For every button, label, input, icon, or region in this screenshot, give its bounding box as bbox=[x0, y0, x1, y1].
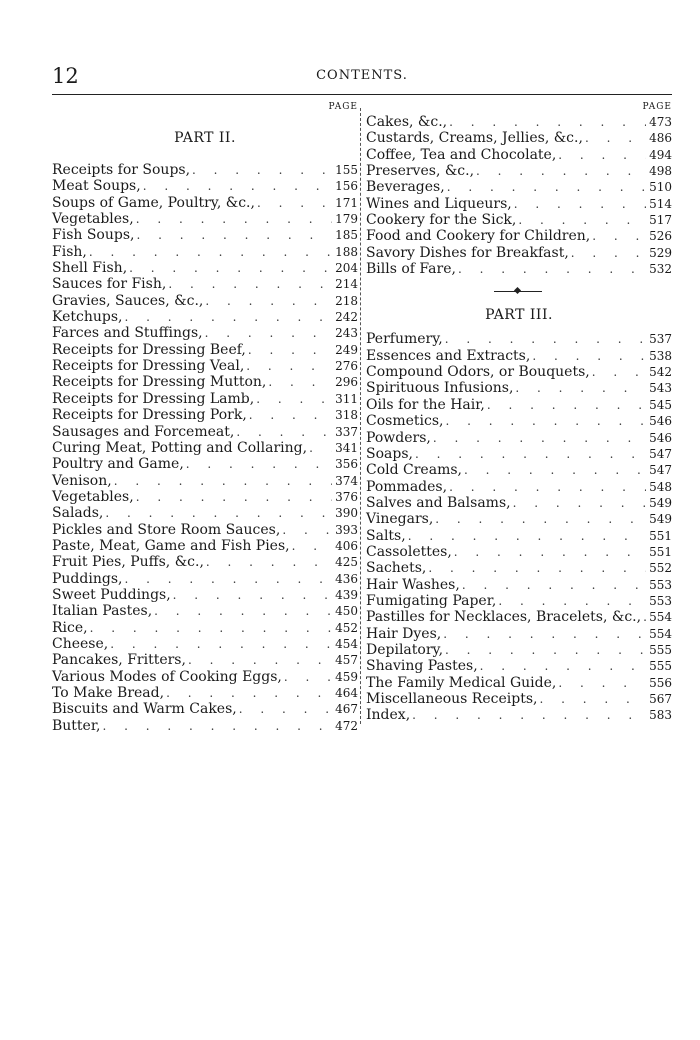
dot-leader bbox=[410, 707, 646, 723]
dot-leader bbox=[134, 227, 332, 243]
entry-title: Compound Odors, or Bouquets, bbox=[366, 364, 590, 381]
entry-page-number: 450 bbox=[335, 604, 358, 619]
dot-leader bbox=[474, 163, 646, 179]
entry-page-number: 276 bbox=[335, 359, 358, 374]
toc-entry bbox=[52, 554, 358, 570]
entry-title: Sachets, bbox=[366, 560, 427, 577]
entry-page-number: 552 bbox=[649, 561, 672, 576]
running-head: CONTENTS. bbox=[316, 68, 408, 83]
entry-title: Essences and Extracts, bbox=[366, 347, 531, 364]
toc-entry bbox=[366, 212, 672, 228]
entry-title: Venison, bbox=[52, 472, 112, 489]
toc-entry bbox=[366, 511, 672, 527]
dot-leader bbox=[413, 446, 646, 462]
dot-leader bbox=[280, 522, 332, 538]
toc-entry bbox=[366, 364, 672, 380]
toc-entry bbox=[52, 276, 358, 292]
toc-entry bbox=[52, 342, 358, 358]
toc-entry bbox=[366, 691, 672, 707]
toc-entry bbox=[52, 244, 358, 260]
dot-leader bbox=[456, 261, 646, 277]
toc-entry bbox=[52, 538, 358, 554]
entry-page-number: 514 bbox=[649, 196, 672, 211]
entry-page-number: 545 bbox=[649, 397, 672, 412]
entry-page-number: 376 bbox=[335, 489, 358, 504]
dot-leader bbox=[122, 309, 332, 325]
entry-page-number: 155 bbox=[335, 163, 358, 177]
entry-page-number: 553 bbox=[649, 577, 672, 592]
entry-page-number: 452 bbox=[335, 620, 358, 635]
toc-entry bbox=[366, 245, 672, 261]
entry-title: Coffee, Tea and Chocolate, bbox=[366, 146, 557, 163]
toc-entry bbox=[366, 446, 672, 462]
entry-title: Salves and Balsams, bbox=[366, 494, 511, 511]
dot-leader bbox=[237, 701, 332, 717]
toc-entry bbox=[52, 211, 358, 227]
toc-entry bbox=[366, 577, 672, 593]
entry-page-number: 555 bbox=[649, 642, 672, 657]
entry-title: Sauces for Fish, bbox=[52, 276, 167, 293]
dot-leader bbox=[447, 479, 646, 495]
entry-title: Vegetables, bbox=[52, 211, 134, 228]
entry-page-number: 204 bbox=[335, 261, 358, 276]
column-divider bbox=[360, 108, 361, 724]
toc-entry bbox=[52, 293, 358, 309]
part-heading: PART III. bbox=[485, 307, 553, 324]
toc-entry bbox=[366, 642, 672, 658]
dot-leader bbox=[569, 245, 646, 261]
entry-title: Gravies, Sauces, &c., bbox=[52, 292, 204, 309]
dot-leader bbox=[184, 456, 332, 472]
entry-page-number: 537 bbox=[649, 332, 672, 347]
entry-title: Curing Meat, Potting and Collaring, bbox=[52, 439, 308, 456]
entry-title: Vinegars, bbox=[366, 511, 434, 528]
entry-title: Farces and Stuffings, bbox=[52, 325, 203, 342]
dot-leader bbox=[433, 511, 646, 527]
dot-leader bbox=[254, 391, 332, 407]
toc-entry bbox=[52, 701, 358, 717]
dot-leader bbox=[307, 440, 332, 456]
toc-entry bbox=[366, 609, 672, 625]
entry-page-number: 494 bbox=[649, 147, 672, 162]
entry-page-number: 179 bbox=[335, 212, 358, 227]
dot-leader bbox=[255, 195, 332, 211]
entry-page-number: 393 bbox=[335, 522, 358, 537]
entry-title: Various Modes of Cooking Eggs, bbox=[52, 668, 282, 685]
entry-page-number: 510 bbox=[649, 180, 672, 195]
toc-list bbox=[52, 162, 358, 734]
entry-page-number: 374 bbox=[335, 473, 358, 488]
toc-entry bbox=[52, 636, 358, 652]
entry-page-number: 472 bbox=[335, 718, 358, 733]
entry-page-number: 549 bbox=[649, 495, 672, 510]
dot-leader bbox=[112, 473, 332, 489]
entry-page-number: 538 bbox=[649, 348, 672, 363]
toc-entry bbox=[366, 658, 672, 674]
entry-page-number: 551 bbox=[649, 528, 672, 543]
toc-entry bbox=[52, 260, 358, 276]
dot-leader bbox=[290, 538, 332, 554]
toc-list bbox=[366, 331, 672, 723]
dot-leader bbox=[496, 593, 646, 609]
entry-page-number: 486 bbox=[649, 131, 672, 146]
dot-leader bbox=[152, 603, 332, 619]
entry-title: Beverages, bbox=[366, 179, 445, 196]
entry-title: Salads, bbox=[52, 505, 104, 522]
entry-title: Vegetables, bbox=[52, 488, 134, 505]
entry-page-number: 554 bbox=[649, 626, 672, 641]
toc-list bbox=[366, 114, 672, 277]
toc-entry bbox=[366, 528, 672, 544]
entry-page-number: 532 bbox=[649, 262, 672, 277]
toc-entry bbox=[366, 179, 672, 195]
dot-leader bbox=[171, 587, 332, 603]
entry-page-number: 406 bbox=[335, 538, 358, 553]
entry-title: Italian Pastes, bbox=[52, 603, 153, 620]
toc-entry bbox=[52, 195, 358, 211]
toc-entry bbox=[52, 309, 358, 325]
dot-leader bbox=[186, 652, 332, 668]
entry-title: Shaving Pastes, bbox=[366, 658, 478, 675]
entry-page-number: 517 bbox=[649, 213, 672, 228]
toc-entry bbox=[52, 620, 358, 636]
entry-title: Sausages and Forcemeat, bbox=[52, 423, 235, 440]
entry-title: Shell Fish, bbox=[52, 260, 128, 277]
entry-page-number: 318 bbox=[335, 408, 358, 423]
toc-entry bbox=[52, 587, 358, 603]
entry-title: Fish, bbox=[52, 243, 87, 260]
dot-leader bbox=[590, 228, 646, 244]
entry-page-number: 555 bbox=[649, 659, 672, 674]
toc-entry bbox=[366, 560, 672, 576]
dot-leader bbox=[556, 147, 646, 163]
toc-entry bbox=[366, 163, 672, 179]
entry-title: The Family Medical Guide, bbox=[366, 674, 557, 691]
entry-title: Poultry and Game, bbox=[52, 456, 184, 473]
entry-page-number: 311 bbox=[335, 391, 358, 406]
toc-entry bbox=[366, 593, 672, 609]
toc-entry bbox=[366, 261, 672, 277]
entry-page-number: 529 bbox=[649, 245, 672, 260]
entry-title: To Make Bread, bbox=[52, 685, 165, 701]
entry-title: Hair Washes, bbox=[366, 576, 460, 593]
dot-leader bbox=[204, 554, 332, 570]
dot-leader bbox=[426, 560, 646, 576]
entry-page-number: 218 bbox=[335, 293, 358, 308]
entry-title: Butter, bbox=[52, 717, 101, 734]
dot-leader bbox=[530, 348, 646, 364]
entry-page-number: 356 bbox=[335, 457, 358, 472]
toc-entry bbox=[52, 489, 358, 505]
entry-title: Spirituous Infusions, bbox=[366, 380, 514, 397]
entry-page-number: 156 bbox=[335, 179, 358, 194]
toc-entry bbox=[52, 456, 358, 472]
dot-leader bbox=[103, 505, 332, 521]
toc-entry bbox=[52, 718, 358, 734]
toc-entry bbox=[52, 473, 358, 489]
entry-page-number: 436 bbox=[335, 571, 358, 586]
toc-entry bbox=[52, 652, 358, 668]
toc-entry bbox=[52, 571, 358, 587]
entry-title: Fish Soups, bbox=[52, 227, 135, 244]
dot-leader bbox=[203, 325, 332, 341]
left-column bbox=[52, 100, 358, 734]
toc-entry bbox=[366, 380, 672, 396]
toc-entry bbox=[52, 522, 358, 538]
dot-leader bbox=[583, 130, 646, 146]
dot-leader bbox=[134, 489, 332, 505]
entry-title: Pastilles for Necklaces, Bracelets, &c., bbox=[366, 609, 642, 626]
entry-page-number: 341 bbox=[335, 440, 358, 455]
entry-title: Receipts for Soups, bbox=[52, 162, 191, 178]
entry-page-number: 188 bbox=[335, 244, 358, 259]
entry-page-number: 547 bbox=[649, 446, 672, 461]
entry-page-number: 337 bbox=[335, 424, 358, 439]
entry-title: Cold Creams, bbox=[366, 462, 462, 479]
toc-entry bbox=[366, 544, 672, 560]
entry-title: Rice, bbox=[52, 619, 88, 636]
toc-entry bbox=[366, 430, 672, 446]
entry-title: Receipts for Dressing Pork, bbox=[52, 407, 247, 424]
entry-page-number: 439 bbox=[335, 587, 358, 602]
dot-leader bbox=[190, 162, 332, 178]
page-column-label: PAGE bbox=[642, 102, 672, 112]
dot-leader bbox=[266, 374, 332, 390]
entry-page-number: 171 bbox=[335, 195, 358, 210]
dot-leader bbox=[282, 669, 332, 685]
dot-leader bbox=[164, 685, 332, 701]
header-rule bbox=[52, 94, 672, 95]
dot-leader bbox=[478, 658, 646, 674]
dot-leader bbox=[406, 528, 646, 544]
dot-leader bbox=[485, 397, 646, 413]
entry-title: Sweet Puddings, bbox=[52, 586, 171, 603]
toc-entry bbox=[366, 495, 672, 511]
toc-entry bbox=[366, 626, 672, 642]
entry-title: Cheese, bbox=[52, 635, 109, 652]
entry-title: Receipts for Dressing Veal, bbox=[52, 358, 245, 375]
entry-page-number: 390 bbox=[335, 506, 358, 521]
entry-title: Biscuits and Warm Cakes, bbox=[52, 701, 237, 718]
entry-title: Cakes, &c., bbox=[366, 114, 448, 130]
toc-entry bbox=[366, 707, 672, 723]
page-column-label: PAGE bbox=[328, 102, 358, 112]
entry-page-number: 567 bbox=[649, 692, 672, 706]
toc-entry bbox=[366, 331, 672, 347]
entry-title: Preserves, &c., bbox=[366, 163, 475, 180]
dot-leader bbox=[447, 114, 646, 130]
toc-entry bbox=[366, 348, 672, 364]
toc-entry bbox=[52, 603, 358, 619]
entry-title: Pickles and Store Room Sauces, bbox=[52, 521, 281, 538]
ornament-divider bbox=[366, 281, 672, 303]
entry-page-number: 547 bbox=[649, 463, 672, 478]
entry-title: Food and Cookery for Children, bbox=[366, 228, 591, 245]
entry-title: Cookery for the Sick, bbox=[366, 212, 517, 229]
toc-entry bbox=[52, 440, 358, 456]
toc-entry bbox=[366, 413, 672, 429]
entry-page-number: 243 bbox=[335, 326, 358, 341]
entry-page-number: 546 bbox=[649, 414, 672, 429]
dot-leader bbox=[431, 430, 646, 446]
entry-title: Fruit Pies, Puffs, &c., bbox=[52, 554, 204, 571]
entry-title: Receipts for Dressing Beef, bbox=[52, 341, 246, 358]
toc-entry bbox=[52, 227, 358, 243]
entry-title: Custards, Creams, Jellies, &c., bbox=[366, 130, 583, 147]
toc-entry bbox=[52, 391, 358, 407]
entry-title: Wines and Liqueurs, bbox=[366, 195, 512, 212]
page-number: 12 bbox=[52, 64, 79, 88]
entry-title: Powders, bbox=[366, 429, 431, 446]
entry-page-number: 425 bbox=[335, 555, 358, 570]
entry-title: Bills of Fare, bbox=[366, 261, 456, 278]
toc-entry bbox=[366, 114, 672, 130]
entry-title: Receipts for Dressing Lamb, bbox=[52, 390, 255, 407]
toc-entry bbox=[52, 374, 358, 390]
entry-title: Fumigating Paper, bbox=[366, 592, 497, 609]
entry-page-number: 454 bbox=[335, 636, 358, 651]
dot-leader bbox=[537, 691, 646, 707]
dot-leader bbox=[108, 636, 332, 652]
dot-leader bbox=[443, 642, 646, 658]
entry-title: Ketchups, bbox=[52, 309, 123, 326]
dot-leader bbox=[141, 178, 332, 194]
entry-page-number: 548 bbox=[649, 479, 672, 494]
page-header bbox=[52, 64, 672, 88]
dot-leader bbox=[244, 358, 332, 374]
entry-title: Depilatory, bbox=[366, 641, 444, 658]
dot-leader bbox=[556, 675, 646, 691]
toc-entry bbox=[366, 397, 672, 413]
entry-title: Puddings, bbox=[52, 570, 123, 587]
entry-page-number: 242 bbox=[335, 310, 358, 325]
entry-page-number: 583 bbox=[649, 708, 672, 723]
entry-title: Cassolettes, bbox=[366, 543, 452, 560]
toc-entry bbox=[52, 669, 358, 685]
diamond-ornament bbox=[514, 287, 521, 294]
dot-leader bbox=[234, 424, 332, 440]
entry-title: Paste, Meat, Game and Fish Pies, bbox=[52, 537, 290, 554]
dot-leader bbox=[513, 380, 646, 396]
entry-page-number: 473 bbox=[649, 115, 672, 129]
entry-page-number: 542 bbox=[649, 365, 672, 380]
toc-entry bbox=[52, 178, 358, 194]
entry-page-number: 556 bbox=[649, 675, 672, 690]
entry-page-number: 459 bbox=[335, 669, 358, 684]
entry-page-number: 249 bbox=[335, 342, 358, 357]
dot-leader bbox=[247, 407, 332, 423]
entry-title: Salts, bbox=[366, 527, 406, 544]
entry-page-number: 549 bbox=[649, 512, 672, 527]
entry-title: Miscellaneous Receipts, bbox=[366, 691, 538, 707]
entry-page-number: 526 bbox=[649, 229, 672, 244]
entry-page-number: 296 bbox=[335, 375, 358, 390]
entry-page-number: 467 bbox=[335, 702, 358, 717]
dot-leader bbox=[462, 462, 646, 478]
toc-entry bbox=[366, 228, 672, 244]
entry-page-number: 464 bbox=[335, 686, 358, 700]
toc-entry bbox=[366, 147, 672, 163]
toc-entry bbox=[366, 479, 672, 495]
entry-title: Pommades, bbox=[366, 478, 448, 495]
dot-leader bbox=[443, 413, 646, 429]
entry-page-number: 543 bbox=[649, 381, 672, 396]
entry-title: Savory Dishes for Breakfast, bbox=[366, 244, 569, 261]
dot-leader bbox=[452, 544, 646, 560]
dot-leader bbox=[100, 718, 332, 734]
entry-title: Receipts for Dressing Mutton, bbox=[52, 374, 267, 391]
dot-leader bbox=[443, 331, 646, 347]
toc-entry bbox=[52, 505, 358, 521]
toc-entry bbox=[52, 424, 358, 440]
entry-title: Oils for the Hair, bbox=[366, 396, 485, 413]
dot-leader bbox=[511, 495, 646, 511]
dot-leader bbox=[246, 342, 332, 358]
toc-entry bbox=[366, 675, 672, 691]
entry-page-number: 554 bbox=[649, 610, 672, 625]
dot-leader bbox=[516, 212, 646, 228]
toc-entry bbox=[52, 407, 358, 423]
dot-leader bbox=[460, 577, 646, 593]
right-column bbox=[366, 100, 672, 724]
entry-page-number: 551 bbox=[649, 544, 672, 559]
entry-title: Meat Soups, bbox=[52, 178, 141, 195]
dot-leader bbox=[445, 179, 646, 195]
entry-title: Soaps, bbox=[366, 445, 413, 462]
toc-entry bbox=[52, 325, 358, 341]
dot-leader bbox=[166, 276, 332, 292]
toc-entry bbox=[52, 358, 358, 374]
toc-entry bbox=[366, 196, 672, 212]
dot-leader bbox=[88, 620, 332, 636]
entry-page-number: 498 bbox=[649, 164, 672, 179]
toc-entry bbox=[52, 162, 358, 178]
dot-leader bbox=[512, 196, 646, 212]
entry-page-number: 546 bbox=[649, 430, 672, 445]
entry-title: Cosmetics, bbox=[366, 413, 444, 430]
dot-leader bbox=[122, 571, 332, 587]
toc-entry bbox=[52, 685, 358, 701]
toc-entry bbox=[366, 462, 672, 478]
toc-entry bbox=[366, 130, 672, 146]
dot-leader bbox=[134, 211, 332, 227]
part-heading: PART II. bbox=[174, 130, 236, 146]
dot-leader bbox=[590, 364, 646, 380]
dot-leader bbox=[127, 260, 332, 276]
entry-title: Index, bbox=[366, 707, 411, 724]
entry-title: Soups of Game, Poultry, &c., bbox=[52, 194, 255, 211]
dot-leader bbox=[203, 293, 332, 309]
entry-title: Hair Dyes, bbox=[366, 625, 442, 642]
entry-page-number: 457 bbox=[335, 653, 358, 668]
entry-title: Perfumery, bbox=[366, 331, 443, 348]
entry-title: Pancakes, Fritters, bbox=[52, 652, 186, 669]
entry-page-number: 553 bbox=[649, 593, 672, 608]
dot-leader bbox=[87, 244, 332, 260]
entry-page-number: 214 bbox=[335, 277, 358, 292]
dot-leader bbox=[441, 626, 646, 642]
entry-page-number: 185 bbox=[335, 228, 358, 243]
